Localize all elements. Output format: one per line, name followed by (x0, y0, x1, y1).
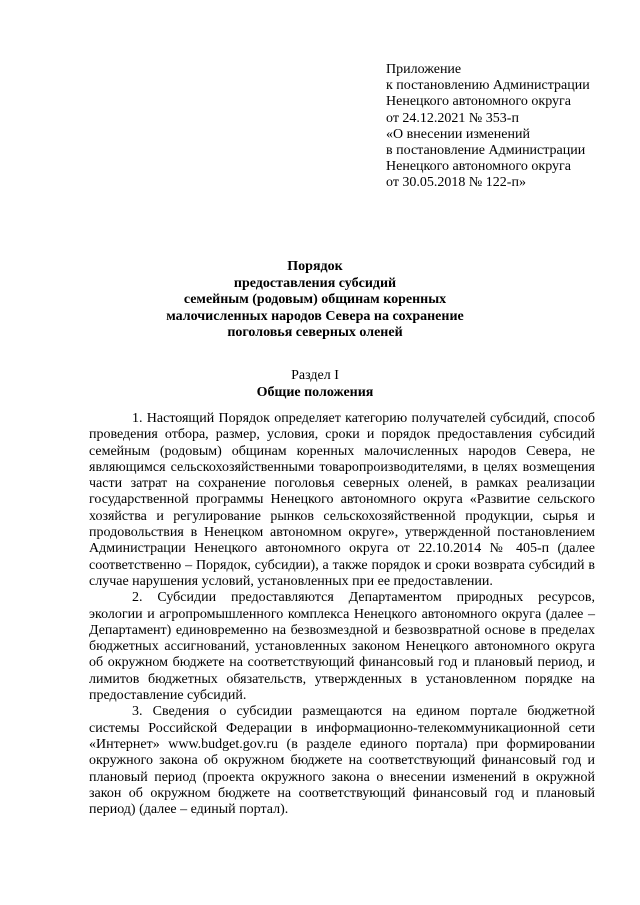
title-line: поголовья северных оленей (227, 325, 403, 340)
appendix-line: «О внесении изменений (386, 126, 530, 142)
section-header (90, 368, 540, 401)
paragraph-1: 1. Настоящий Порядок определяет категорию получателей субсидий, способ проведения отбора, размер, условия, сроки и порядок предоставления субсидий семейным (родовым) общинам коренных малочисленных народов Севера, не являющимся сельскохозяйственными товаропроизводителями, в целях возмещения части затрат на сохранение поголовья северных оленей, в рамках реализации государственной программы Ненецкого автономного округа «Развитие сельского хозяйства и регулирование рынков сельскохозяйственной продукции, сырья и продовольствия в Ненецком автономном округе», утвержденной постановлением Администрации Ненецкого автономного округа от 22.10.2014 № 405-п (далее соответственно – Порядок, субсидии), а также порядок и сроки возврата субсидий в случае нарушения условий, установленных при ее предоставлении. (89, 411, 595, 589)
appendix-line: от 30.05.2018 № 122-п» (386, 175, 526, 191)
document-body (89, 411, 595, 818)
title-line: семейным (родовым) общинам коренных (183, 292, 447, 307)
paragraph-3: 3. Сведения о субсидии размещаются на едином портале бюджетной системы Российской Федерации в информационно-телекоммуникационной сети «Интернет» www.budget.gov.ru (в разделе единого портала) при формировании окружного закона об окружном бюджете на соответствующий финансовый год и плановый период (проекта окружного закона о внесении изменений в окружной закон об окружном бюджете на соответствующий финансовый год и плановый период) (далее – единый портал). (89, 704, 595, 818)
appendix-line: Ненецкого автономного округа (386, 94, 571, 110)
appendix-line: Ненецкого автономного округа (386, 159, 571, 175)
appendix-block (386, 62, 626, 192)
title-line: малочисленных народов Севера на сохранение (166, 308, 464, 324)
appendix-line: к постановлению Администрации (386, 78, 590, 94)
paragraph-2: 2. Субсидии предоставляются Департаментом природных ресурсов, экологии и агропромышленного комплекса Ненецкого автономного округа (далее – Департамент) единовременно на безвозмездной и безвозвратной основе в пределах бюджетных ассигнований, установленных законом Ненецкого автономного округа об окружном бюджете на соответствующий финансовый год и плановый период, и лимитов бюджетных обязательств, утвержденных в установленном порядке на предоставление субсидий. (89, 590, 595, 704)
title-line: Порядок (287, 259, 343, 274)
appendix-line: в постановление Администрации (386, 143, 586, 159)
appendix-line: от 24.12.2021 № 353-п (386, 110, 519, 126)
appendix-line: Приложение (386, 62, 462, 77)
document-title (90, 259, 540, 342)
title-line: предоставления субсидий (233, 275, 397, 291)
section-number: Раздел I (291, 368, 339, 383)
section-heading: Общие положения (256, 384, 374, 400)
